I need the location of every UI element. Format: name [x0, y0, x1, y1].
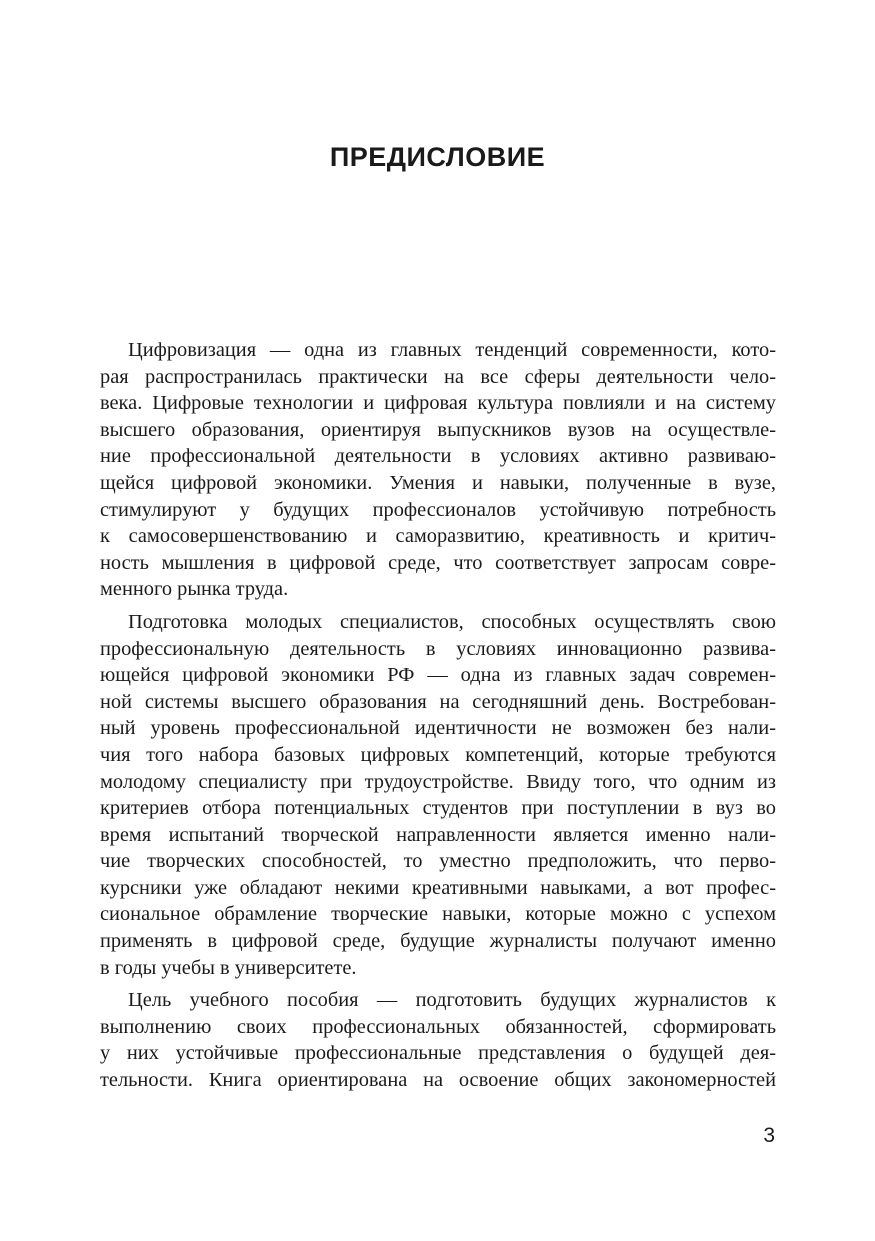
text-line: в годы учебы в университете. — [100, 956, 357, 979]
text-line: сиональное обрамление творческие навыки, которые можно с успехом — [100, 903, 776, 926]
text-line: тельности. Книга ориентирована на освоение общих закономерностей — [100, 1069, 776, 1092]
text-line: время испытаний творческой направленности является именно нали- — [100, 823, 776, 846]
text-line: к самосовершенствованию и саморазвитию, креативность и критич- — [100, 525, 776, 548]
text-line: века. Цифровые технологии и цифровая культура повлияли и на систему — [100, 392, 776, 415]
page-title: ПРЕДИСЛОВИЕ — [329, 142, 546, 172]
text-line: высшего образования, ориентируя выпускников вузов на осуществле- — [100, 418, 776, 441]
text-line: чие творческих способностей, то уместно предположить, что перво- — [100, 850, 776, 873]
paragraph-1 — [100, 337, 776, 603]
text-line: ющейся цифровой экономики РФ — одна из главных задач современ- — [100, 664, 776, 687]
text-line: Подготовка молодых специалистов, способных осуществлять свою — [128, 610, 776, 633]
text-line: стимулируют у будущих профессионалов устойчивую потребность — [100, 498, 776, 521]
page-number: 3 — [763, 1124, 775, 1147]
text-line: ние профессиональной деятельности в условиях активно развиваю- — [100, 445, 776, 468]
text-line: ный уровень профессиональной идентичности не возможен без нали- — [100, 717, 776, 740]
text-line: ность мышления в цифровой среде, что соответствует запросам совре- — [100, 551, 776, 574]
text-line: ной системы высшего образования на сегодняшний день. Востребован- — [100, 690, 776, 713]
text-line: щейся цифровой экономики. Умения и навыки, полученные в вузе, — [100, 471, 776, 494]
paragraph-2 — [100, 609, 776, 981]
text-line: рая распространилась практически на все сферы деятельности чело- — [100, 365, 776, 388]
text-line: курсники уже обладают некими креативными навыками, а вот профес- — [100, 876, 776, 899]
text-line: Цель учебного пособия — подготовить будущих журналистов к — [128, 989, 776, 1012]
text-line: профессиональную деятельность в условиях инновационно развива- — [100, 637, 776, 660]
text-line: молодому специалисту при трудоустройстве. Ввиду того, что одним из — [100, 770, 776, 793]
text-line: критериев отбора потенциальных студентов при поступлении в вуз во — [100, 797, 776, 820]
text-line: выполнению своих профессиональных обязанностей, сформировать — [100, 1015, 776, 1038]
text-line: менного рынка труда. — [100, 578, 289, 601]
text-line: у них устойчивые профессиональные представления о будущей дея- — [100, 1042, 776, 1065]
paragraph-3 — [100, 987, 776, 1093]
text-line: применять в цифровой среде, будущие журналисты получают именно — [100, 930, 776, 953]
text-line: Цифровизация — одна из главных тенденций современности, кото- — [128, 339, 776, 361]
body-text — [100, 337, 776, 1094]
text-line: чия того набора базовых цифровых компетенций, которые требуются — [100, 743, 776, 766]
